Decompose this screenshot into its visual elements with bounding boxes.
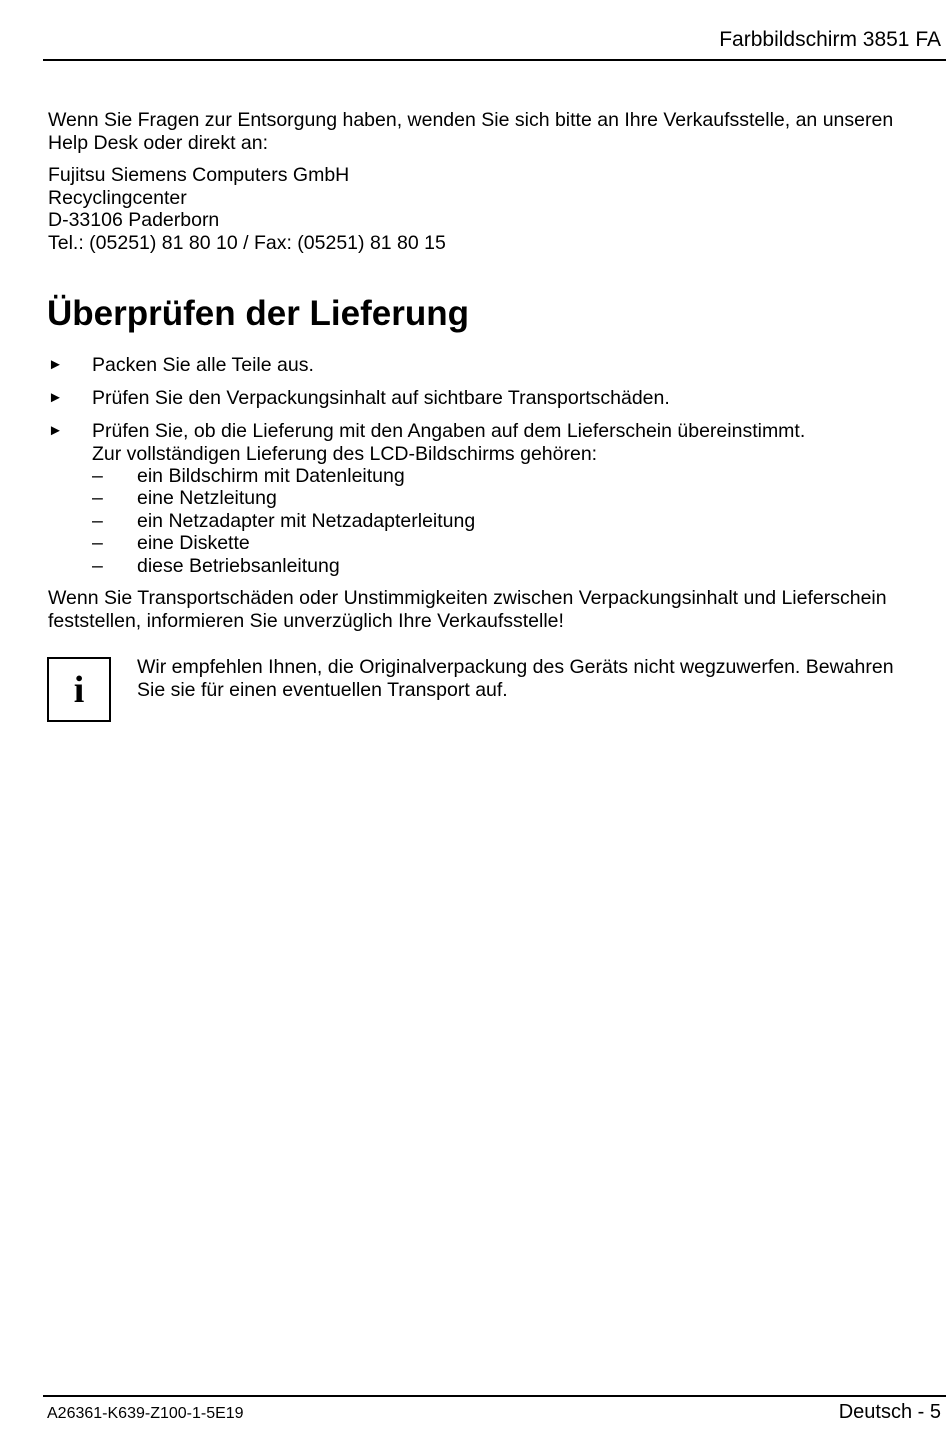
footer-divider: [43, 1395, 946, 1397]
dash-bullet-icon: –: [92, 532, 103, 554]
header-divider: [43, 59, 946, 61]
address-city: D-33106 Paderborn: [48, 209, 220, 231]
sub-list-text: diese Betriebsanleitung: [137, 555, 340, 577]
closing-line: feststellen, informieren Sie unverzüglich Ihre Verkaufsstelle!: [48, 609, 564, 632]
address-phone-fax: Tel.: (05251) 81 80 10 / Fax: (05251) 81 80 15: [48, 231, 446, 254]
info-icon: i: [73, 669, 85, 711]
intro-line: Help Desk oder direkt an:: [48, 131, 269, 154]
info-note-line: Sie sie für einen eventuellen Transport auf.: [137, 678, 508, 701]
info-box: [47, 657, 111, 722]
triangle-bullet-icon: ►: [48, 356, 63, 373]
triangle-bullet-icon: ►: [48, 422, 63, 439]
bullet-text: Prüfen Sie, ob die Lieferung mit den Angaben auf dem Lieferschein übereinstimmt.: [92, 420, 806, 442]
sub-list-text: eine Netzleitung: [137, 487, 277, 509]
footer-page-label: Deutsch - 5: [838, 1401, 941, 1423]
page-header-title: Farbbildschirm 3851 FA: [719, 28, 941, 51]
closing-paragraph: [48, 587, 887, 632]
bullet-text: Packen Sie alle Teile aus.: [92, 354, 314, 376]
info-note-line: Wir empfehlen Ihnen, die Originalverpackung des Geräts nicht wegzuwerfen. Bewahren: [137, 656, 894, 678]
address-block: [48, 164, 446, 254]
bullet-text: Prüfen Sie den Verpackungsinhalt auf sichtbare Transportschäden.: [92, 387, 670, 409]
intro-line: Wenn Sie Fragen zur Entsorgung haben, wenden Sie sich bitte an Ihre Verkaufsstelle, an unseren: [48, 109, 894, 131]
intro-paragraph: [48, 109, 893, 154]
bullet-text: Zur vollständigen Lieferung des LCD-Bildschirms gehören:: [92, 442, 598, 465]
dash-bullet-icon: –: [92, 510, 103, 532]
section-heading: Überprüfen der Lieferung: [47, 294, 469, 333]
dash-bullet-icon: –: [92, 555, 103, 577]
sub-list-text: eine Diskette: [137, 532, 250, 554]
address-company: Fujitsu Siemens Computers GmbH: [48, 164, 350, 186]
footer-document-number: A26361-K639-Z100-1-5E19: [47, 1405, 244, 1422]
dash-bullet-icon: –: [92, 487, 103, 509]
dash-bullet-icon: –: [92, 465, 103, 487]
sub-list-text: ein Bildschirm mit Datenleitung: [137, 465, 405, 487]
info-note-text: [137, 656, 894, 701]
sub-list-text: ein Netzadapter mit Netzadapterleitung: [137, 510, 476, 532]
address-department: Recyclingcenter: [48, 186, 187, 209]
triangle-bullet-icon: ►: [48, 389, 63, 406]
closing-line: Wenn Sie Transportschäden oder Unstimmigkeiten zwischen Verpackungsinhalt und Lieferschein: [48, 587, 887, 609]
